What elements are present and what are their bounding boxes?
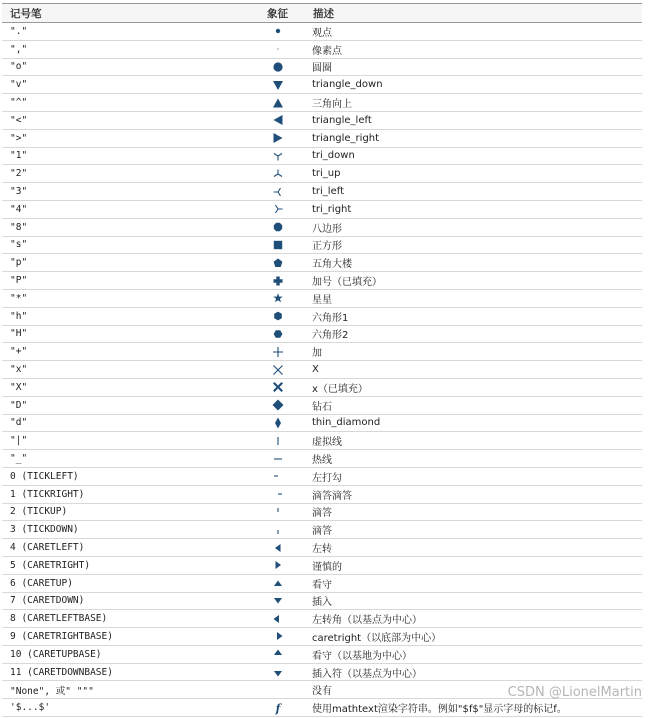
- marker-description: 六角形2: [305, 325, 642, 343]
- marker-description: thin_diamond: [305, 414, 642, 432]
- marker-code: 2 (TICKUP): [2, 503, 250, 521]
- marker-code: "*": [2, 289, 250, 307]
- table-row: [2, 272, 642, 290]
- marker-code: "x": [2, 361, 250, 379]
- caretrightbase-icon: [250, 628, 305, 646]
- hline-icon: [250, 450, 305, 468]
- marker-code: "|": [2, 432, 250, 450]
- marker-description: triangle_down: [305, 76, 642, 94]
- triangle-up-icon: [250, 94, 305, 112]
- marker-description: 滴答: [305, 521, 642, 539]
- table-row: [2, 200, 642, 218]
- marker-code: ".": [2, 23, 250, 41]
- marker-description: triangle_right: [305, 129, 642, 147]
- caretupbase-icon: [250, 645, 305, 663]
- x-icon: [250, 361, 305, 379]
- marker-code: 3 (TICKDOWN): [2, 521, 250, 539]
- marker-code: '$...$': [2, 699, 250, 717]
- table-row: [2, 289, 642, 307]
- marker-code: ">": [2, 129, 250, 147]
- thin-diamond-icon: [250, 414, 305, 432]
- marker-description: tri_right: [305, 200, 642, 218]
- marker-description: 三角向上: [305, 94, 642, 112]
- marker-code: 10 (CARETUPBASE): [2, 645, 250, 663]
- marker-code: "s": [2, 236, 250, 254]
- marker-description: 钻石: [305, 396, 642, 414]
- marker-code: "2": [2, 165, 250, 183]
- header-description: 描述: [305, 4, 642, 23]
- plus-filled-icon: [250, 272, 305, 290]
- marker-code: "h": [2, 307, 250, 325]
- square-icon: [250, 236, 305, 254]
- marker-table: [2, 3, 642, 717]
- triangle-left-icon: [250, 111, 305, 129]
- table-row: [2, 111, 642, 129]
- svg-text:f: f: [275, 701, 280, 715]
- marker-description: tri_left: [305, 183, 642, 201]
- marker-description: 滴答: [305, 503, 642, 521]
- table-row: [2, 663, 642, 681]
- marker-code: "+": [2, 343, 250, 361]
- table-row: [2, 414, 642, 432]
- table-row: [2, 236, 642, 254]
- diamond-icon: [250, 396, 305, 414]
- table-row: [2, 396, 642, 414]
- marker-description: 正方形: [305, 236, 642, 254]
- table-row: [2, 539, 642, 557]
- marker-code: 1 (TICKRIGHT): [2, 485, 250, 503]
- marker-code: 4 (CARETLEFT): [2, 539, 250, 557]
- marker-description: 谨慎的: [305, 556, 642, 574]
- marker-code: "1": [2, 147, 250, 165]
- marker-description: 左打勾: [305, 467, 642, 485]
- marker-code: "o": [2, 58, 250, 76]
- watermark: CSDN @LionelMartin: [507, 685, 642, 700]
- table-row: [2, 628, 642, 646]
- marker-description: 没有: [305, 681, 642, 699]
- marker-description: 插入符（以基点为中心）: [305, 663, 642, 681]
- marker-code: "^": [2, 94, 250, 112]
- marker-code: 7 (CARETDOWN): [2, 592, 250, 610]
- marker-description: 插入: [305, 592, 642, 610]
- triangle-down-icon: [250, 76, 305, 94]
- table-row: [2, 325, 642, 343]
- header-marker: 记号笔: [2, 4, 250, 23]
- table-row: [2, 58, 642, 76]
- marker-code: ",": [2, 40, 250, 58]
- vline-icon: [250, 432, 305, 450]
- tri-right-icon: [250, 200, 305, 218]
- triangle-right-icon: [250, 129, 305, 147]
- marker-description: 八边形: [305, 218, 642, 236]
- marker-code: "D": [2, 396, 250, 414]
- marker-description: 观点: [305, 23, 642, 41]
- marker-description: 圆圈: [305, 58, 642, 76]
- marker-code: "p": [2, 254, 250, 272]
- table-row: [2, 129, 642, 147]
- marker-description: 左转: [305, 539, 642, 557]
- marker-description: 像素点: [305, 40, 642, 58]
- marker-code: "<": [2, 111, 250, 129]
- table-row: [2, 503, 642, 521]
- caretup-icon: [250, 574, 305, 592]
- tickright-icon: [250, 485, 305, 503]
- marker-code: "P": [2, 272, 250, 290]
- table-row: [2, 467, 642, 485]
- marker-description: 六角形1: [305, 307, 642, 325]
- marker-description: caretright（以底部为中心）: [305, 628, 642, 646]
- table-row: [2, 610, 642, 628]
- tickleft-icon: [250, 467, 305, 485]
- marker-description: tri_up: [305, 165, 642, 183]
- table-row: [2, 343, 642, 361]
- table-row: [2, 40, 642, 58]
- hexagon2-icon: [250, 325, 305, 343]
- table-row: [2, 76, 642, 94]
- marker-code: "None", 或" """: [2, 681, 250, 699]
- table-row: [2, 574, 642, 592]
- table-row: [2, 521, 642, 539]
- pixel-icon: [250, 40, 305, 58]
- caretleftbase-icon: [250, 610, 305, 628]
- marker-description: 五角大楼: [305, 254, 642, 272]
- marker-description: 加号（已填充）: [305, 272, 642, 290]
- table-row: [2, 592, 642, 610]
- marker-code: "3": [2, 183, 250, 201]
- table-row: [2, 450, 642, 468]
- none-icon: [250, 681, 305, 699]
- marker-code: 8 (CARETLEFTBASE): [2, 610, 250, 628]
- caretleft-icon: [250, 539, 305, 557]
- table-row: [2, 23, 642, 41]
- table-row: [2, 218, 642, 236]
- x-filled-icon: [250, 378, 305, 396]
- marker-code: "v": [2, 76, 250, 94]
- tickup-icon: [250, 503, 305, 521]
- header-symbol: 象征: [250, 4, 305, 23]
- table-row: [2, 183, 642, 201]
- table-row: [2, 485, 642, 503]
- marker-code: "4": [2, 200, 250, 218]
- marker-description: 热线: [305, 450, 642, 468]
- marker-description: tri_down: [305, 147, 642, 165]
- marker-code: "X": [2, 378, 250, 396]
- marker-code: "_": [2, 450, 250, 468]
- marker-code: "8": [2, 218, 250, 236]
- table-row: [2, 254, 642, 272]
- marker-code: 5 (CARETRIGHT): [2, 556, 250, 574]
- marker-description: 左转角（以基点为中心）: [305, 610, 642, 628]
- marker-description: 看守: [305, 574, 642, 592]
- table-row: [2, 432, 642, 450]
- table-row: [2, 165, 642, 183]
- hexagon1-icon: [250, 307, 305, 325]
- pentagon-icon: [250, 254, 305, 272]
- table-header-row: [2, 4, 642, 23]
- table-row: [2, 556, 642, 574]
- octagon-icon: [250, 218, 305, 236]
- marker-code: 9 (CARETRIGHTBASE): [2, 628, 250, 646]
- table-row: [2, 307, 642, 325]
- table-row: [2, 645, 642, 663]
- star-icon: [250, 289, 305, 307]
- marker-description: 加: [305, 343, 642, 361]
- marker-description: 虚拟线: [305, 432, 642, 450]
- caretright-icon: [250, 556, 305, 574]
- marker-code: "H": [2, 325, 250, 343]
- circle-icon: [250, 58, 305, 76]
- marker-code: "d": [2, 414, 250, 432]
- marker-code: 6 (CARETUP): [2, 574, 250, 592]
- table-row: [2, 378, 642, 396]
- marker-code: 11 (CARETDOWNBASE): [2, 663, 250, 681]
- marker-description: 看守（以基地为中心）: [305, 645, 642, 663]
- marker-description: 星星: [305, 289, 642, 307]
- marker-description: X: [305, 361, 642, 379]
- tri-left-icon: [250, 183, 305, 201]
- plus-icon: [250, 343, 305, 361]
- marker-code: 0 (TICKLEFT): [2, 467, 250, 485]
- table-row: [2, 94, 642, 112]
- marker-description: triangle_left: [305, 111, 642, 129]
- caretdown-icon: [250, 592, 305, 610]
- marker-description: 滴答滴答: [305, 485, 642, 503]
- point-icon: [250, 23, 305, 41]
- table-row: [2, 699, 642, 717]
- marker-description: x（已填充）: [305, 378, 642, 396]
- mathtext-f-icon: [250, 699, 305, 717]
- table-row: [2, 147, 642, 165]
- tri-up-icon: [250, 165, 305, 183]
- marker-table-container: [2, 3, 642, 717]
- marker-description: 使用mathtext渲染字符串。例如"$f$"显示字母的标记f。: [305, 699, 642, 717]
- tri-down-icon: [250, 147, 305, 165]
- table-row: [2, 361, 642, 379]
- caretdownbase-icon: [250, 663, 305, 681]
- tickdown-icon: [250, 521, 305, 539]
